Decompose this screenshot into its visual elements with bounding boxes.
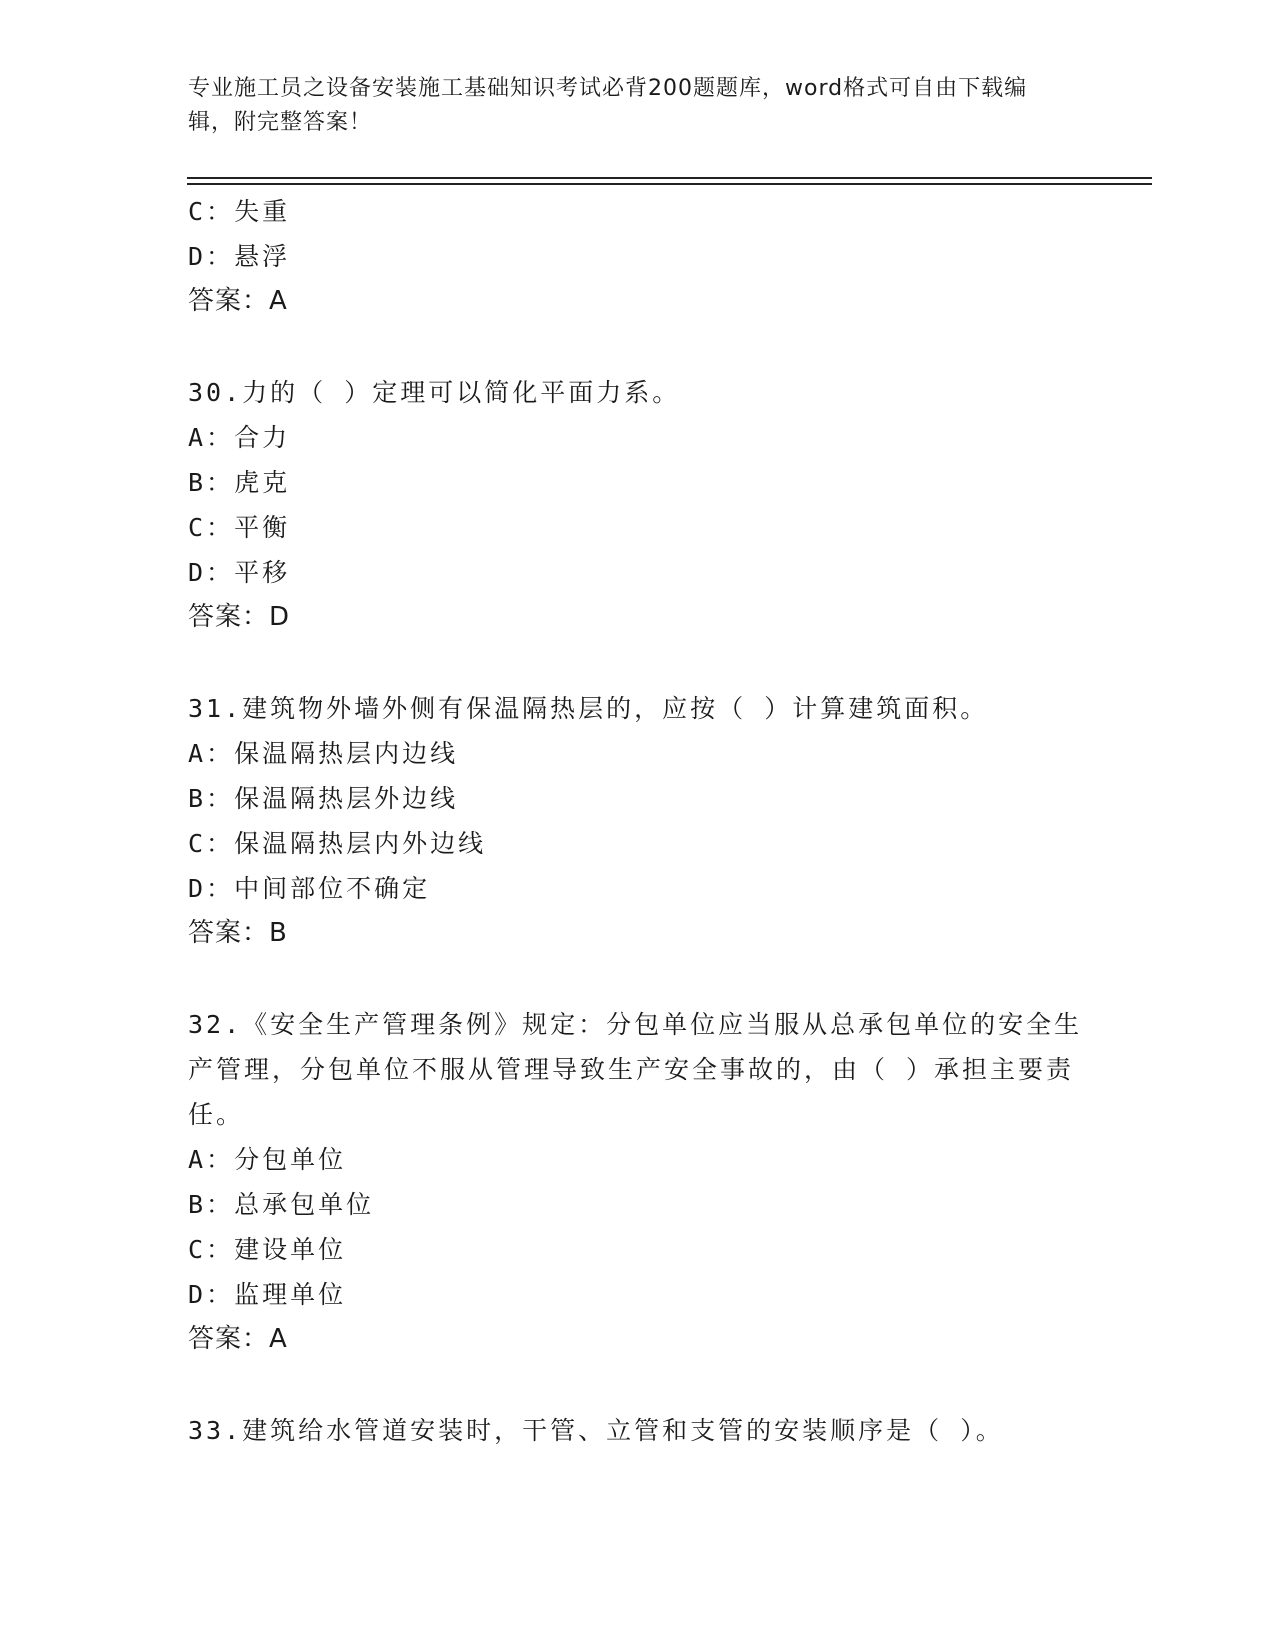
question-stem: 33.建筑给水管道安装时，干管、立管和支管的安装顺序是（ ）。 [188, 1416, 1004, 1445]
option-a: A：合力 [188, 423, 291, 452]
document-header: 专业施工员之设备安装施工基础知识考试必背200题题库，word格式可自由下载编辑，附完整答案！ [188, 76, 1028, 135]
header-divider-top [187, 177, 1152, 179]
option-a: A：保温隔热层内边线 [188, 739, 459, 768]
question-30 [188, 370, 1088, 640]
question-stem: 32.《安全生产管理条例》规定：分包单位应当服从总承包单位的安全生产管理，分包单位不服从管理导致生产安全事故的，由（ ）承担主要责任。 [188, 1010, 1083, 1129]
question-32 [188, 1002, 1088, 1362]
answer-line: 答案：B [188, 918, 288, 948]
option-d: D：平移 [188, 558, 291, 587]
question-31 [188, 686, 1088, 956]
option-c: C：保温隔热层内外边线 [188, 829, 487, 858]
option-d: D：中间部位不确定 [188, 874, 431, 903]
question-33 [188, 1408, 1088, 1453]
option-c: C：建设单位 [188, 1235, 347, 1264]
option-b: B：总承包单位 [188, 1190, 375, 1219]
question-list [188, 189, 1088, 1453]
question-stem: 31.建筑物外墙外侧有保温隔热层的，应按（ ）计算建筑面积。 [188, 694, 989, 723]
answer-line: 答案：A [188, 1324, 288, 1354]
header-divider-bottom [187, 183, 1152, 185]
answer-line: 答案：A [188, 286, 288, 316]
option-a: A：分包单位 [188, 1145, 347, 1174]
option-b: B：虎克 [188, 468, 291, 497]
option-c: C：平衡 [188, 513, 291, 542]
option-c: C：失重 [188, 197, 291, 226]
question-stem: 30.力的（ ）定理可以简化平面力系。 [188, 378, 681, 407]
answer-line: 答案：D [188, 602, 291, 632]
question-fragment [188, 189, 1088, 324]
option-d: D：监理单位 [188, 1280, 347, 1309]
option-b: B：保温隔热层外边线 [188, 784, 459, 813]
option-d: D：悬浮 [188, 242, 291, 271]
